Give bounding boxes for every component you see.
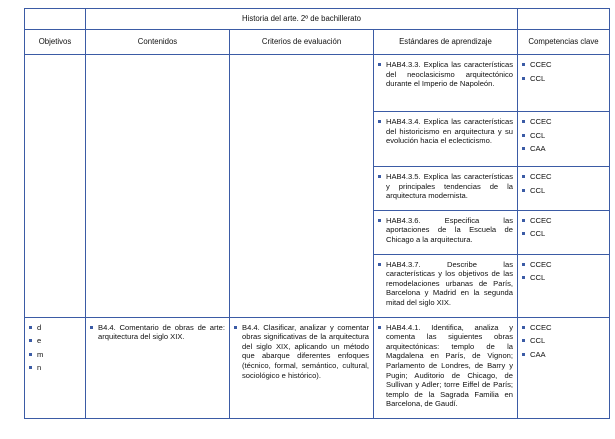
competencias-cell xyxy=(518,317,610,418)
standard-text: HAB4.3.3. Explica las características del neoclasicismo arquitectónico durante el Imperio de Napoleón. xyxy=(378,60,513,89)
standard-cell xyxy=(374,55,518,112)
standard-text: HAB4.3.5. Explica las características y principales tendencias de la arquitectura modernista. xyxy=(378,172,513,201)
competencia-item: CCEC xyxy=(522,260,605,270)
competencia-item: CCEC xyxy=(522,216,605,226)
standard-cell xyxy=(374,317,518,418)
competencia-item: CAA xyxy=(522,144,605,154)
standard-cell xyxy=(374,210,518,254)
competencia-item: CCL xyxy=(522,74,605,84)
header-estandares: Estándares de aprendizaje xyxy=(374,30,518,55)
curriculum-table xyxy=(24,8,610,419)
competencia-item: CCEC xyxy=(522,117,605,127)
table-row xyxy=(25,55,610,112)
criterio-cell xyxy=(230,317,374,418)
competencia-item: CAA xyxy=(522,350,605,360)
objetivo-item: n xyxy=(29,363,81,373)
contenido-text: B4.4. Comentario de obras de arte: arquitectura del siglo XIX. xyxy=(90,323,225,342)
competencia-item: CCL xyxy=(522,273,605,283)
competencias-cell xyxy=(518,167,610,211)
standard-cell xyxy=(374,254,518,317)
competencia-item: CCL xyxy=(522,229,605,239)
competencias-cell xyxy=(518,55,610,112)
header-objetivos: Objetivos xyxy=(25,30,86,55)
competencias-cell xyxy=(518,112,610,167)
standard-text: HAB4.3.6. Especifica las aportaciones de la Escuela de Chicago a la arquitectura. xyxy=(378,216,513,245)
contenido-cell xyxy=(86,317,230,418)
table-title: Historia del arte. 2º de bachillerato xyxy=(86,9,518,30)
competencia-item: CCL xyxy=(522,131,605,141)
standard-cell xyxy=(374,112,518,167)
objetivos-cell-empty xyxy=(25,55,86,318)
criterio-text: B4.4. Clasificar, analizar y comentar obras significativas de la arquitectura del siglo XIX, aplicando un método que abarque diferentes enfoques (técnico, formal, semántico, cultural, sociológico e histórico). xyxy=(234,323,369,381)
competencia-item: CCEC xyxy=(522,172,605,182)
competencias-cell xyxy=(518,254,610,317)
table-row xyxy=(25,317,610,418)
standard-cell xyxy=(374,167,518,211)
objetivo-item: m xyxy=(29,350,81,360)
standard-text: HAB4.4.1. Identifica, analiza y comenta las siguientes obras arquitectónicas: templo de la Magdalena en París, de Vignon; Parlamento de Londres, de Barry y Pugin; Auditorio de Chicago, de Sullivan y Adler; torre Eiffel de París; templo de la Sagrada Familia en Barcelona, de Gaudí. xyxy=(378,323,513,409)
header-contenidos: Contenidos xyxy=(86,30,230,55)
competencias-cell xyxy=(518,210,610,254)
competencia-item: CCEC xyxy=(522,60,605,70)
header-competencias: Competencias clave xyxy=(518,30,610,55)
competencia-item: CCEC xyxy=(522,323,605,333)
title-spacer-cell xyxy=(25,9,86,30)
contenidos-cell-empty xyxy=(86,55,230,318)
title-spacer-cell-right xyxy=(518,9,610,30)
standard-text: HAB4.3.7. Describe las características y los objetivos de las remodelaciones urbanas de París, Barcelona y Madrid en la segunda mitad del siglo XIX. xyxy=(378,260,513,308)
objetivo-item: e xyxy=(29,336,81,346)
competencia-item: CCL xyxy=(522,186,605,196)
objetivos-cell xyxy=(25,317,86,418)
header-criterios: Criterios de evaluación xyxy=(230,30,374,55)
competencia-item: CCL xyxy=(522,336,605,346)
title-row xyxy=(25,9,610,30)
objetivo-item: d xyxy=(29,323,81,333)
header-row xyxy=(25,30,610,55)
standard-text: HAB4.3.4. Explica las características del historicismo en arquitectura y su evolución hacia el eclecticismo. xyxy=(378,117,513,146)
criterios-cell-empty xyxy=(230,55,374,318)
